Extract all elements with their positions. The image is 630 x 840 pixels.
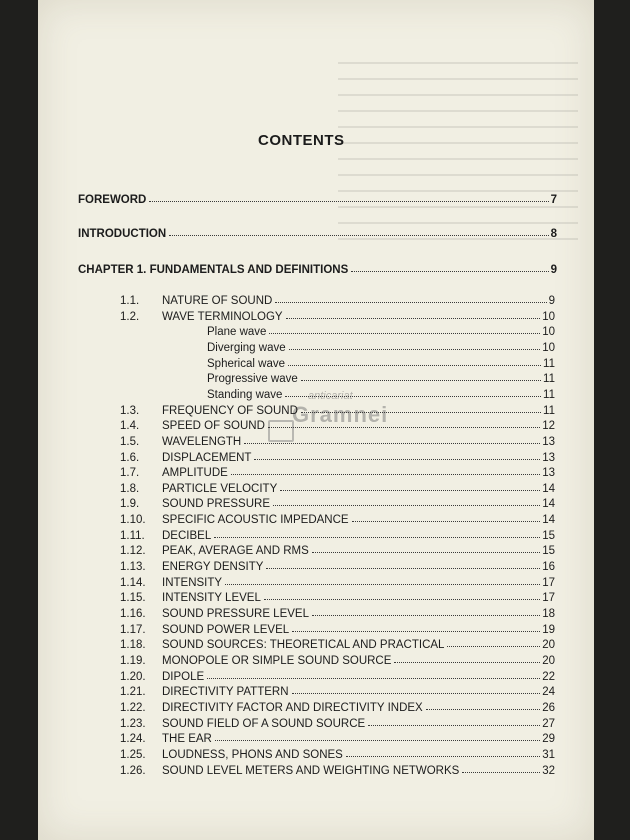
- dot-leader: [266, 568, 540, 569]
- dot-leader: [214, 537, 540, 538]
- toc-page-number: 27: [542, 717, 555, 730]
- toc-label: SOUND SOURCES: THEORETICAL AND PRACTICAL: [162, 639, 445, 652]
- toc-page-number: 26: [542, 701, 555, 714]
- toc-number: 1.10.: [120, 514, 146, 527]
- toc-number: 1.4.: [120, 420, 140, 433]
- toc-page-number: 14: [542, 498, 555, 511]
- dot-leader: [292, 693, 541, 694]
- toc-label: AMPLITUDE: [162, 467, 228, 480]
- toc-entry-row: [120, 530, 555, 542]
- dot-leader: [244, 443, 540, 444]
- toc-subentry-row: [207, 326, 555, 338]
- toc-page-number: 7: [550, 194, 557, 206]
- dot-leader: [426, 709, 540, 710]
- toc-page-number: 24: [542, 686, 555, 699]
- toc-entry-row: [120, 608, 555, 620]
- toc-label: Spherical wave: [207, 357, 285, 370]
- toc-subentry-row: [207, 358, 555, 370]
- toc-label: SOUND PRESSURE: [162, 498, 270, 511]
- toc-label: FREQUENCY OF SOUND: [162, 404, 298, 417]
- toc-major-row: [78, 228, 557, 240]
- dot-leader: [346, 756, 540, 757]
- dot-leader: [289, 349, 541, 350]
- toc-label: INTENSITY LEVEL: [162, 592, 261, 605]
- toc-label: SPEED OF SOUND: [162, 420, 265, 433]
- toc-number: 1.22.: [120, 701, 146, 714]
- toc-label: Progressive wave: [207, 373, 298, 386]
- dot-leader: [264, 599, 540, 600]
- toc-number: 1.18.: [120, 639, 146, 652]
- toc-page-number: 17: [542, 592, 555, 605]
- toc-number: 1.19.: [120, 654, 146, 667]
- toc-label: SOUND LEVEL METERS AND WEIGHTING NETWORKS: [162, 764, 460, 777]
- toc-label: SPECIFIC ACOUSTIC IMPEDANCE: [162, 514, 349, 527]
- toc-page-number: 17: [542, 576, 555, 589]
- toc-label: NATURE OF SOUND: [162, 295, 273, 307]
- toc-entry-row: [120, 655, 555, 667]
- dot-leader: [301, 380, 541, 381]
- toc-number: 1.15.: [120, 592, 146, 605]
- toc-number: 1.9.: [120, 498, 140, 511]
- toc-page-number: 11: [543, 404, 555, 417]
- toc-entry-row: [120, 467, 555, 479]
- toc-page-number: 20: [542, 654, 555, 667]
- toc-label: INTRODUCTION: [78, 228, 167, 240]
- toc-number: 1.3.: [120, 404, 140, 417]
- page-title: CONTENTS: [258, 132, 345, 149]
- toc-page-number: 8: [550, 228, 557, 240]
- dot-leader: [215, 740, 540, 741]
- toc-entry-row: [120, 545, 555, 557]
- toc-entry-row: [120, 452, 555, 464]
- toc-label: INTENSITY: [162, 576, 223, 589]
- dot-leader: [292, 631, 540, 632]
- dot-leader: [169, 235, 548, 236]
- toc-entry-row: [120, 295, 555, 307]
- dot-leader: [462, 772, 540, 773]
- toc-page-number: 15: [542, 545, 555, 558]
- toc-major-row: [78, 264, 557, 276]
- toc-page-number: 11: [543, 373, 555, 386]
- toc-page-number: 12: [542, 420, 555, 433]
- toc-subentry-row: [207, 373, 555, 385]
- dot-leader: [280, 490, 540, 491]
- dot-leader: [312, 615, 540, 616]
- toc-entry-row: [120, 749, 555, 761]
- dot-leader: [231, 474, 540, 475]
- toc-label: SOUND FIELD OF A SOUND SOURCE: [162, 717, 366, 730]
- toc-entry-row: [120, 671, 555, 683]
- toc-label: DECIBEL: [162, 529, 212, 542]
- toc-page-number: 11: [543, 357, 555, 370]
- toc-page-number: 10: [542, 326, 555, 339]
- toc-page-number: 10: [542, 341, 555, 354]
- toc-entry-row: [120, 498, 555, 510]
- dot-leader: [312, 552, 540, 553]
- toc-number: 1.12.: [120, 545, 146, 558]
- toc-number: 1.17.: [120, 623, 146, 636]
- toc-subentry-row: [207, 342, 555, 354]
- toc-label: CHAPTER 1. FUNDAMENTALS AND DEFINITIONS: [78, 264, 349, 276]
- dot-leader: [447, 646, 540, 647]
- toc-entry-row: [120, 436, 555, 448]
- toc-entry-row: [120, 592, 555, 604]
- watermark-main: Gramnei: [292, 402, 389, 427]
- toc-major-row: [78, 194, 557, 206]
- toc-number: 1.26.: [120, 764, 146, 777]
- bleed-through-text: [338, 48, 578, 288]
- toc-label: LOUDNESS, PHONS AND SONES: [162, 748, 343, 761]
- dot-leader: [368, 725, 540, 726]
- toc-page-number: 14: [542, 514, 555, 527]
- toc-label: THE EAR: [162, 733, 212, 746]
- toc-number: 1.23.: [120, 717, 146, 730]
- dot-leader: [268, 427, 540, 428]
- dot-leader: [286, 318, 541, 319]
- toc-label: DISPLACEMENT: [162, 451, 252, 464]
- toc-page-number: 15: [542, 529, 555, 542]
- toc-entry-row: [120, 514, 555, 526]
- toc-page-number: 32: [542, 764, 555, 777]
- toc-page-number: 13: [542, 467, 555, 480]
- toc-entry-row: [120, 483, 555, 495]
- toc-page-number: 18: [542, 608, 555, 620]
- watermark-top: anticariat: [308, 390, 353, 402]
- dot-leader: [225, 584, 540, 585]
- toc-page-number: 9: [548, 295, 555, 307]
- dot-leader: [269, 333, 540, 334]
- toc-page-number: 16: [542, 561, 555, 574]
- toc-number: 1.16.: [120, 608, 146, 620]
- toc-entry-row: [120, 624, 555, 636]
- toc-number: 1.2.: [120, 310, 140, 323]
- toc-entry-row: [120, 311, 555, 323]
- toc-label: FOREWORD: [78, 194, 147, 206]
- toc-entry-row: [120, 639, 555, 651]
- toc-label: PEAK, AVERAGE AND RMS: [162, 545, 309, 558]
- toc-page-number: 9: [550, 264, 557, 276]
- toc-label: WAVELENGTH: [162, 435, 242, 448]
- toc-number: 1.14.: [120, 576, 146, 589]
- toc-number: 1.24.: [120, 733, 146, 746]
- toc-page-number: 13: [542, 435, 555, 448]
- toc-subentry-row: [207, 389, 555, 401]
- toc-number: 1.21.: [120, 686, 146, 699]
- toc-label: SOUND PRESSURE LEVEL: [162, 608, 309, 620]
- dot-leader: [273, 505, 540, 506]
- toc-label: DIPOLE: [162, 670, 205, 683]
- toc-label: SOUND POWER LEVEL: [162, 623, 290, 636]
- toc-label: DIRECTIVITY FACTOR AND DIRECTIVITY INDEX: [162, 701, 423, 714]
- dot-leader: [351, 271, 548, 272]
- toc-page-number: 29: [542, 733, 555, 746]
- toc-label: PARTICLE VELOCITY: [162, 482, 278, 495]
- toc-label: Diverging wave: [207, 341, 286, 354]
- dot-leader: [394, 662, 540, 663]
- toc-label: DIRECTIVITY PATTERN: [162, 686, 289, 699]
- toc-number: 1.7.: [120, 467, 140, 480]
- toc-entry-row: [120, 702, 555, 714]
- toc-page-number: 22: [542, 670, 555, 683]
- toc-entry-row: [120, 733, 555, 745]
- toc-page-number: 31: [542, 748, 555, 761]
- dot-leader: [285, 396, 541, 397]
- toc-number: 1.8.: [120, 482, 140, 495]
- toc-number: 1.11.: [120, 529, 145, 542]
- toc-number: 1.6.: [120, 451, 140, 464]
- toc-label: Standing wave: [207, 388, 283, 401]
- toc-entry-row: [120, 405, 555, 417]
- toc-number: 1.13.: [120, 561, 146, 574]
- toc-number: 1.5.: [120, 435, 140, 448]
- dot-leader: [288, 365, 541, 366]
- dot-leader: [254, 459, 540, 460]
- toc-entry-row: [120, 561, 555, 573]
- toc-page-number: 13: [542, 451, 555, 464]
- dot-leader: [301, 412, 541, 413]
- dot-leader: [149, 201, 548, 202]
- toc-entry-row: [120, 577, 555, 589]
- toc-label: Plane wave: [207, 326, 267, 339]
- toc-number: 1.25.: [120, 748, 146, 761]
- toc-label: ENERGY DENSITY: [162, 561, 264, 574]
- toc-number: 1.20.: [120, 670, 146, 683]
- toc-entry-row: [120, 765, 555, 777]
- toc-page-number: 14: [542, 482, 555, 495]
- toc-entry-row: [120, 686, 555, 698]
- toc-page-number: 11: [543, 388, 555, 401]
- toc-number: 1.1.: [120, 295, 140, 307]
- toc-label: MONOPOLE OR SIMPLE SOUND SOURCE: [162, 654, 392, 667]
- dot-leader: [275, 302, 546, 303]
- dot-leader: [352, 521, 541, 522]
- toc-page-number: 20: [542, 639, 555, 652]
- toc-page-number: 19: [542, 623, 555, 636]
- dot-leader: [207, 678, 540, 679]
- toc-entry-row: [120, 420, 555, 432]
- toc-page-number: 10: [542, 310, 555, 323]
- toc-entry-row: [120, 718, 555, 730]
- toc-label: WAVE TERMINOLOGY: [162, 310, 283, 323]
